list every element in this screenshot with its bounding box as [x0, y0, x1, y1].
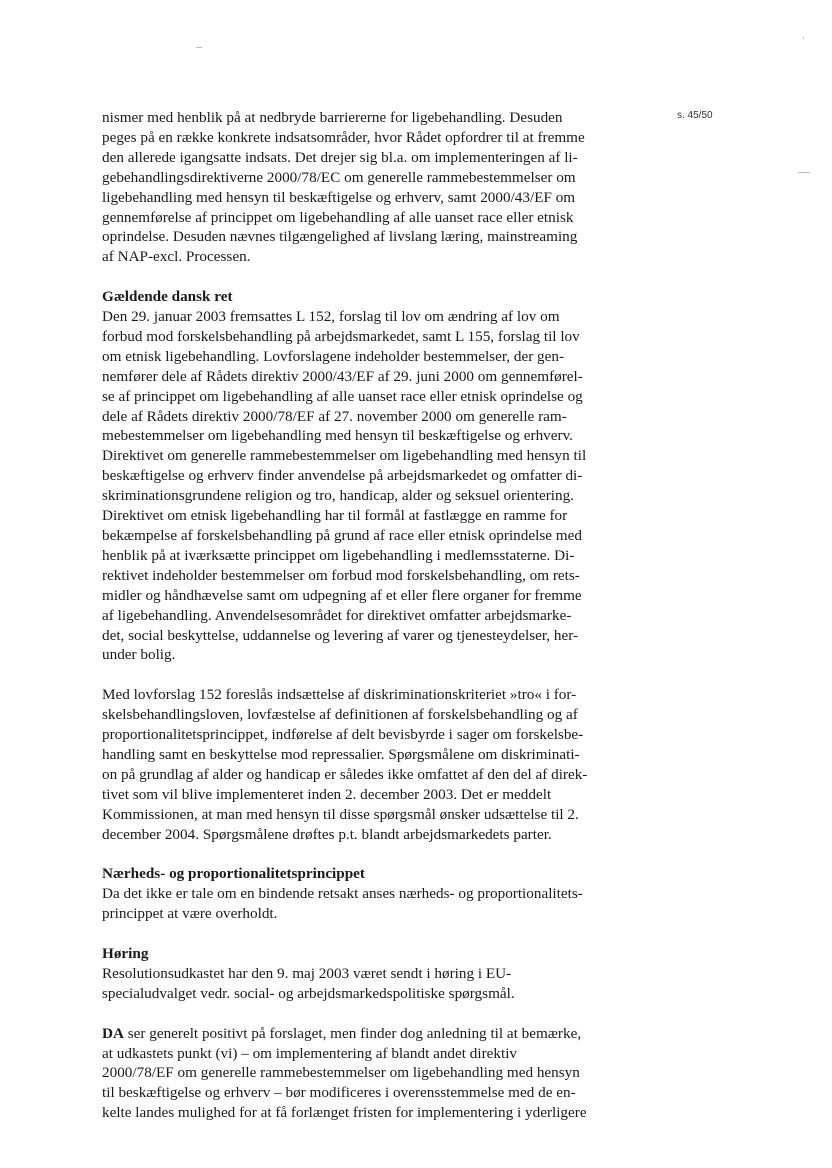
section-heading: Nærheds- og proportionalitetsprincippet: [102, 865, 365, 883]
text-line: mebestemmelser om ligebehandling med hensyn til beskæftigelse og erhverv.: [102, 427, 573, 445]
text-line: Kommissionen, at man med hensyn til disse spørgsmål ønsker udsættelse til 2.: [102, 805, 579, 823]
text-line: 2000/78/EF om generelle rammebestemmelser om ligebehandling med hensyn: [102, 1064, 580, 1082]
text-line: handling samt en beskyttelse mod repressalier. Spørgsmålene om diskriminati-: [102, 745, 580, 763]
text-line: gennemførelse af princippet om ligebehandling af alle uanset race eller etnisk: [102, 208, 574, 226]
text-line: skelsbehandlingsloven, lovfæstelse af definitionen af forskelsbehandling og af: [102, 706, 578, 724]
text-line: beskæftigelse og erhverv finder anvendelse på arbejdsmarkedet og omfatter di-: [102, 467, 583, 485]
section-hoering: [102, 944, 632, 1004]
text-line: gebehandlingsdirektiverne 2000/78/EC om generelle rammebestemmelser om: [102, 168, 576, 186]
text-line: Resolutionsudkastet har den 9. maj 2003 været sendt i høring i EU-: [102, 964, 512, 982]
text-line: nemfører dele af Rådets direktiv 2000/43/EF af 29. juni 2000 om gennemførel-: [102, 367, 583, 385]
text-line: oprindelse. Desuden nævnes tilgængelighed af livslang læring, mainstreaming: [102, 228, 578, 246]
paragraph-lovforslag-152: [102, 685, 632, 844]
page-number: s. 45/50: [677, 110, 713, 121]
text-line: skriminationsgrundene religion og tro, handicap, alder og seksuel orientering.: [102, 487, 574, 505]
text-line: at udkastets punkt (vi) – om implementering af blandt andet direktiv: [102, 1044, 518, 1062]
text-line: kelte landes mulighed for at få forlænget fristen for implementering i yderligere: [102, 1104, 587, 1122]
text-line: Direktivet om generelle rammebestemmelser om ligebehandling med hensyn til: [102, 447, 587, 465]
text-fragment: ser generelt positivt på forslaget, men finder dog anledning til at bemærke,: [123, 1024, 582, 1042]
text-line: henblik på at iværksætte princippet om ligebehandling i medlemsstaterne. Di-: [102, 546, 575, 564]
text-line: til beskæftigelse og erhverv – bør modificeres i overensstemmelse med de en-: [102, 1084, 576, 1102]
text-line: forbud mod forskelsbehandling på arbejdsmarkedet, samt L 155, forslag til lov: [102, 327, 580, 345]
text-line: af NAP-excl. Processen.: [102, 248, 251, 266]
text-line: under bolig.: [102, 646, 176, 664]
text-line: midler og håndhævelse samt om udpegning af et eller flere organer for fremme: [102, 586, 582, 604]
text-line: det, social beskyttelse, uddannelse og levering af varer og tjenesteydelser, her-: [102, 626, 579, 644]
text-line: peges på en række konkrete indsatsområder, hvor Rådet opfordrer til at fremme: [102, 128, 585, 146]
scan-speck: [196, 47, 202, 48]
paragraph-intro: [102, 108, 632, 267]
section-gaeldende-dansk-ret: [102, 287, 632, 665]
text-line: december 2004. Spørgsmålene drøftes p.t. blandt arbejdsmarkedets parter.: [102, 825, 552, 843]
scan-speck: [798, 172, 810, 173]
text-line: bekæmpelse af forskelsbehandling på grund af race eller etnisk oprindelse med: [102, 527, 582, 545]
text-line: ligebehandling med hensyn til beskæftigelse og erhverv, samt 2000/43/EF om: [102, 188, 576, 206]
scan-speck: [803, 37, 804, 39]
text-line: om etnisk ligebehandling. Lovforslagene indeholder bestemmelser, der gen-: [102, 347, 565, 365]
text-line: Den 29. januar 2003 fremsattes L 152, forslag til lov om ændring af lov om: [102, 308, 560, 326]
text-line: princippet at være overholdt.: [102, 905, 278, 923]
text-line: af ligebehandling. Anvendelsesområdet for direktivet omfatter arbejdsmarke-: [102, 606, 572, 624]
text-line: Direktivet om etnisk ligebehandling har til formål at fastlægge en ramme for: [102, 507, 568, 525]
text-line: Med lovforslag 152 foreslås indsættelse af diskriminationskriteriet »tro« i for-: [102, 686, 577, 704]
text-line: dele af Rådets direktiv 2000/78/EF af 27. november 2000 om generelle ram-: [102, 407, 567, 425]
paragraph-da: [102, 1024, 632, 1124]
text-line: tivet som vil blive implementeret inden 2. december 2003. Det er meddelt: [102, 785, 552, 803]
text-line: [102, 1024, 632, 1044]
text-line: nismer med henblik på at nedbryde barriererne for ligebehandling. Desuden: [102, 109, 563, 126]
text-line: Da det ikke er tale om en bindende retsakt anses nærheds- og proportionalitets-: [102, 885, 583, 903]
document-body: [102, 108, 632, 1123]
text-line: proportionalitetsprincippet, indførelse af delt bevisbyrde i sager om forskelsbe-: [102, 726, 584, 744]
text-line: specialudvalget vedr. social- og arbejdsmarkedspolitiske spørgsmål.: [102, 984, 515, 1002]
section-heading: Høring: [102, 945, 149, 962]
text-line: rektivet indeholder bestemmelser om forbud mod forskelsbehandling, om rets-: [102, 566, 580, 584]
section-naerheds-princippet: [102, 864, 632, 924]
text-line: se af princippet om ligebehandling af alle uanset race eller etnisk oprindelse og: [102, 387, 583, 405]
text-line: den allerede igangsatte indsats. Det drejer sig bl.a. om implementeringen af li-: [102, 148, 578, 166]
section-heading: Gældende dansk ret: [102, 288, 233, 306]
text-line: on på grundlag af alder og handicap er således ikke omfattet af den del af direk-: [102, 765, 588, 783]
organisation-abbreviation: DA: [102, 1024, 124, 1042]
